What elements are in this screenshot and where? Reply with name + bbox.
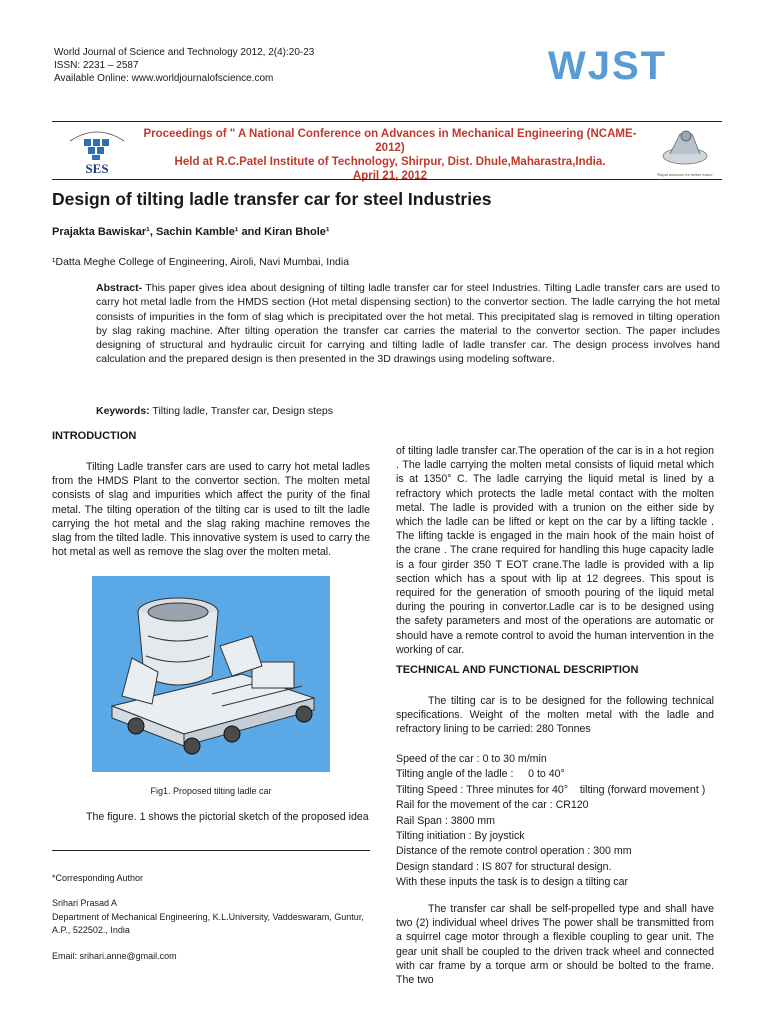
paper-title: Design of tilting ladle transfer car for steel Industries: [52, 189, 492, 209]
right-paragraph-last: The transfer car shall be self-propelled type and shall have two (2) individual wheel drives The power shall be transmitted from a squirrel cage motor through a flexible coupling to gear unit. The gear unit shall be coupled to the driven track wheel and connected with car frame by a torque arm or should be bolted to the frame. The two: [396, 903, 714, 987]
proceedings-date: April 21, 2012: [352, 170, 428, 182]
keywords: [96, 404, 333, 418]
proceedings-rule: [52, 179, 722, 180]
introduction-text: Tilting Ladle transfer cars are used to carry hot metal ladles from the HMDS Plant to the convertor section. The molten metal consists of slag and impurities which affect the purity of the final metal. The tilting operation of the tilting car is used to tilt the ladle carrying the hot metal and the slag raking machine removes the slag from the tilted ladle. This innovative system is used to carry the hot metal as well as remove the slag over the molten metal.: [52, 461, 370, 559]
header-rule: [52, 121, 722, 122]
emblem-caption: Rapid advance for better future: [657, 172, 713, 177]
spec-item: Tilting initiation : By joystick: [396, 830, 525, 843]
journal-citation: World Journal of Science and Technology 2012, 2(4):20-23: [54, 47, 315, 58]
spec-item: Speed of the car : 0 to 30 m/min: [396, 753, 547, 765]
conference-emblem: [648, 126, 722, 178]
figure-1-caption: Fig1. Proposed tilting ladle car: [150, 786, 272, 796]
spec-item: Distance of the remote control operation : 300 mm: [396, 845, 632, 858]
journal-logo-text: WJST: [548, 44, 668, 88]
spec-item: Design standard : IS 807 for structural design.: [396, 860, 612, 873]
ladle-car-illustration: [92, 576, 330, 772]
figure-reference-text: The figure. 1 shows the pictorial sketch of the proposed idea: [86, 811, 369, 823]
proceedings-line1: Proceedings of " A National Conference on Advances in Mechanical Engineering (NCAME-2012): [143, 128, 637, 154]
footnote-rule: [52, 850, 370, 851]
ses-logo: [64, 125, 130, 177]
abstract-label: Abstract-: [96, 282, 143, 294]
proceedings-line2: Held at R.C.Patel Institute of Technology, Shirpur, Dist. Dhule,Maharastra,India.: [174, 156, 606, 168]
technical-heading: TECHNICAL AND FUNCTIONAL DESCRIPTION: [396, 664, 639, 676]
spec-item: Rail for the movement of the car : CR120: [396, 799, 589, 812]
keywords-label: Keywords:: [96, 405, 150, 417]
spec-item: Tilting Speed : Three minutes for 40° tilting (forward movement ): [396, 783, 706, 796]
proceedings: [140, 127, 640, 183]
author-email[interactable]: Email: srihari.anne@gmail.com: [52, 951, 177, 961]
author-name: Srihari Prasad A: [52, 898, 118, 908]
available-online: Available Online: www.worldjournalofscience.com: [54, 73, 274, 84]
keywords-text: Tilting ladle, Transfer car, Design steps: [149, 405, 333, 417]
right-paragraph-1: of tilting ladle transfer car.The operation of the car is in a hot region . The ladle carrying the molten metal consists of liquid metal which is at 1350° C. The ladle carrying the liquid metal is lined by a refractory which protects the ladle metal contact with the molten metal. The ladle is provided with a trunion on the either side by which the ladle can be lifted or kept on the car by a lifting tackle . The lifting tackle is engaged in the main hook of the main hoist of the crane . The crane required for handling this huge capacity ladle is a four girder 350 T EOT crane.The ladle is provided with a lip section which has a spout with lip at 12 degrees. This spout is required for the generation of smooth pouring of the liquid metal during the pouring in convertor.Ladle car is to be designed using the safety parameters and most of the operations are automatic or should have a remote control to avoid the human intervention in the working of car.: [396, 445, 714, 656]
issn: ISSN: 2231 – 2587: [54, 60, 139, 71]
spec-item: Rail Span : 3800 mm: [396, 814, 495, 827]
spec-item: Tilting angle of the ladle : 0 to 40°: [396, 768, 565, 781]
svg-text:SES: SES: [85, 161, 109, 176]
introduction-heading: INTRODUCTION: [52, 430, 137, 442]
spec-item: With these inputs the task is to design a tilting car: [396, 876, 629, 889]
abstract-text: This paper gives idea about designing of tilting ladle transfer car for steel Industries. Tilting Ladle transfer cars are used to carry hot metal ladle from the HMDS section (Hot metal dispensing section) to the convertor section. The ladle carrying the hot metal consists of impurities in the form of slag which is precipitated over the hot metal. This precipitated slag is removed in tilting operation by slag raking machine. After tilting operation the transfer car carries the material to the convertor section. The paper includes designing of structural and hydraulic circuit for carrying and tilting ladle of ladle transfer car. The design process involves hand calculation and the prepared design is then presented in the 3D drawings using modeling software.: [96, 282, 720, 366]
journal-logo: [548, 44, 667, 89]
abstract: [96, 281, 720, 367]
technical-intro: The tilting car is to be designed for the following technical specifications. Weight of the molten metal with the ladle and refractory lining to be carried: 280 Tonnes: [396, 695, 714, 736]
corresponding-author-label: *Corresponding Author: [52, 873, 144, 883]
specifications-list: [396, 752, 726, 891]
author-department: Department of Mechanical Engineering, K.L.University, Vaddeswaram, Guntur, A.P., 522502., India: [52, 912, 364, 935]
authors: Prajakta Bawiskar¹, Sachin Kamble¹ and Kiran Bhole¹: [52, 226, 330, 238]
affiliation: ¹Datta Meghe College of Engineering, Airoli, Navi Mumbai, India: [52, 256, 350, 268]
figure-1: [92, 576, 330, 772]
